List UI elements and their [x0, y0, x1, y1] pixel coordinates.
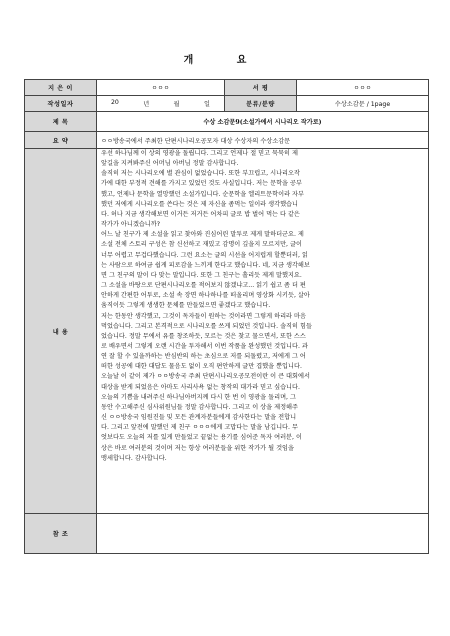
summary-form-table [24, 79, 429, 554]
content-line: 오늘날 이 같이 제가 ㅇㅇ방송국 주최 단편시나리오공모전이란 이 큰 대회에서 [101, 373, 310, 381]
content-line: 너무 어렵고 무겁다했습니다. 그런 요소는 글의 시선을 어지럽게 할뿐더러, 읽 [101, 251, 308, 259]
content-line: 안하게 간편한 어투로, 소설 속 장면 하나하나를 떠올리며 영상화 시키듯, 살아 [101, 292, 310, 300]
date-year-unit: 년 [143, 101, 150, 108]
content-line: 대상을 받게 되었음은 아마도 사리사욕 없는 창작의 대가라 믿고 싶습니다. [101, 383, 300, 391]
content-line: 었습니다. 정말 무에서 유를 창조하듯, 모르는 것은 찾고 물으면서, 또한 스스 [101, 332, 306, 340]
date-day-unit: 일 [204, 101, 210, 108]
content-line: 앞길을 지켜봐주신 어머님 아버님 정말 감사합니다. [101, 160, 239, 168]
content-line: 떠한 성공에 대한 대답도 물음도 없이 오직 편안하게 글만 겹했을 뿐입니다. [101, 363, 302, 371]
content-line: 저는 한동안 생각했고, 그것이 독자들이 원하는 것이라면 그렇게 하리라 마음 [101, 312, 306, 320]
reviewer-label: 서 평 [225, 80, 297, 96]
reference-row [25, 514, 429, 554]
content-line: 는 사람으로 하여금 쉽게 피로감을 느끼게 한다고 했습니다. 네, 지금 생각해보 [101, 261, 310, 269]
content-line: 오늘의 기쁨을 내려주신 하나님아버지께 다시 한 번 이 영광을 돌리며, 그 [101, 393, 296, 401]
date-month-unit: 월 [173, 101, 180, 108]
content-line: 그 소설을 바탕으로 단편시나리오를 적어보지 않겠냐고... 읽기 쉽고 좀 더 편 [101, 282, 306, 290]
title-row [25, 112, 429, 132]
content-line: 로 배우면서 그렇게 오랜 시간을 투자해서 이번 작품을 완성했던 것입니다. 과 [101, 342, 308, 350]
content-line: 다. 허나 지금 생각해보면 이거든 저거든 어차피 글로 밥 벌어 먹는 다 같은 [101, 210, 300, 218]
reference-label: 참 조 [25, 514, 97, 554]
author-value: ㅇㅇㅇ [97, 80, 225, 96]
content-line: 맹세합니다. 감사합니다. [101, 454, 167, 462]
author-label: 지 은 이 [25, 80, 97, 96]
content-line: 엇보다도 오늘의 저를 있게 만들었고 끝없는 용기를 심어준 독자 여러분, 이 [101, 434, 302, 442]
content-row [25, 149, 429, 514]
reviewer-value: ㅇㅇㅇ [297, 80, 429, 96]
content-line: 다. 그리고 앞전에 말했던 제 친구 ㅇㅇㅇ에게 고맙다는 말을 남깁니다. 무 [101, 424, 298, 432]
content-line: 연 잘 할 수 있을까하는 반심반의 하는 초심으로 저를 되돌렸고, 저에게 그 어 [101, 353, 306, 361]
title-label: 제 목 [25, 112, 97, 132]
summary-value: ㅇㅇ방송국에서 주최한 단편시나리오공모자 대상 수상자의 수상소감문 [97, 132, 429, 149]
content-line: 소설 전체 스토리 구성은 참 신선하고 재밌고 감명이 깊을지 모르지만, 글이 [101, 241, 302, 249]
content-line: 솔직히 저는 시나리오에 별 관심이 없었습니다. 또한 부끄럽고, 시나리오작 [101, 170, 300, 178]
content-label: 내 용 [25, 149, 97, 514]
content-line: 했고, 언제나 문학을 열망했던 소설가입니다. 순문학을 엘리트문학이라 자부 [101, 190, 304, 198]
date-label: 작성일자 [25, 96, 97, 112]
content-line: 했던 저에게 시나리오를 쓴다는 것은 제 자신을 좀먹는 일이라 생각했습니 [101, 200, 299, 208]
category-value: 수상소감문 / 1page [297, 96, 429, 112]
summary-row [25, 132, 429, 149]
content-line: 작가가 아니겠습니까? [101, 221, 161, 229]
content-line: 어느 날 친구가 제 소설을 읽고 찾아와 진심어린 말투로 제게 말하더군요. 제 [101, 231, 304, 239]
content-body [97, 149, 429, 514]
content-line: 먹었습니다. 그리고 본격적으로 시나리오를 쓰게 되었던 것입니다. 솔직히 힘들 [101, 322, 312, 330]
reference-value [97, 514, 429, 554]
date-year: 20 [111, 99, 119, 106]
date-value [97, 96, 225, 112]
content-line: 동안 수고해주신 심사위원님들 정말 감사합니다. 그리고 이 상을 제정해주 [101, 403, 299, 411]
summary-label: 요 약 [25, 132, 97, 149]
category-label: 분류/분량 [225, 96, 297, 112]
content-line: 상은 바로 여러분의 것이며 저는 항상 여러분들을 위한 작가가 될 것임을 [101, 444, 295, 452]
author-row [25, 80, 429, 96]
content-line: 면 그 친구의 말이 다 맞는 말입니다. 또한 그 친구는 흘리듯 제게 말했지요. [101, 271, 302, 279]
content-line: 가에 대한 부정적 견해를 가지고 있었던 것도 사실입니다. 저는 문학을 공부 [101, 180, 302, 188]
content-line: 움직이듯 그렇게 생생한 문체를 만들었으면 좋겠다고 했습니다. [101, 302, 271, 310]
content-line: 신 ㅇㅇ방송국 임원진들 및 모든 관계자분들에게 감사한다는 말을 전합니 [101, 414, 297, 422]
title-value: 수상 소감문9(소설가에서 시나리오 작가로) [97, 112, 429, 132]
date-row [25, 96, 429, 112]
content-line: 우선 하나님께 이 상의 영광을 돌립니다. 그리고 언제나 절 믿고 묵묵히 제 [101, 150, 298, 157]
document-title: 개 요 [183, 55, 267, 66]
